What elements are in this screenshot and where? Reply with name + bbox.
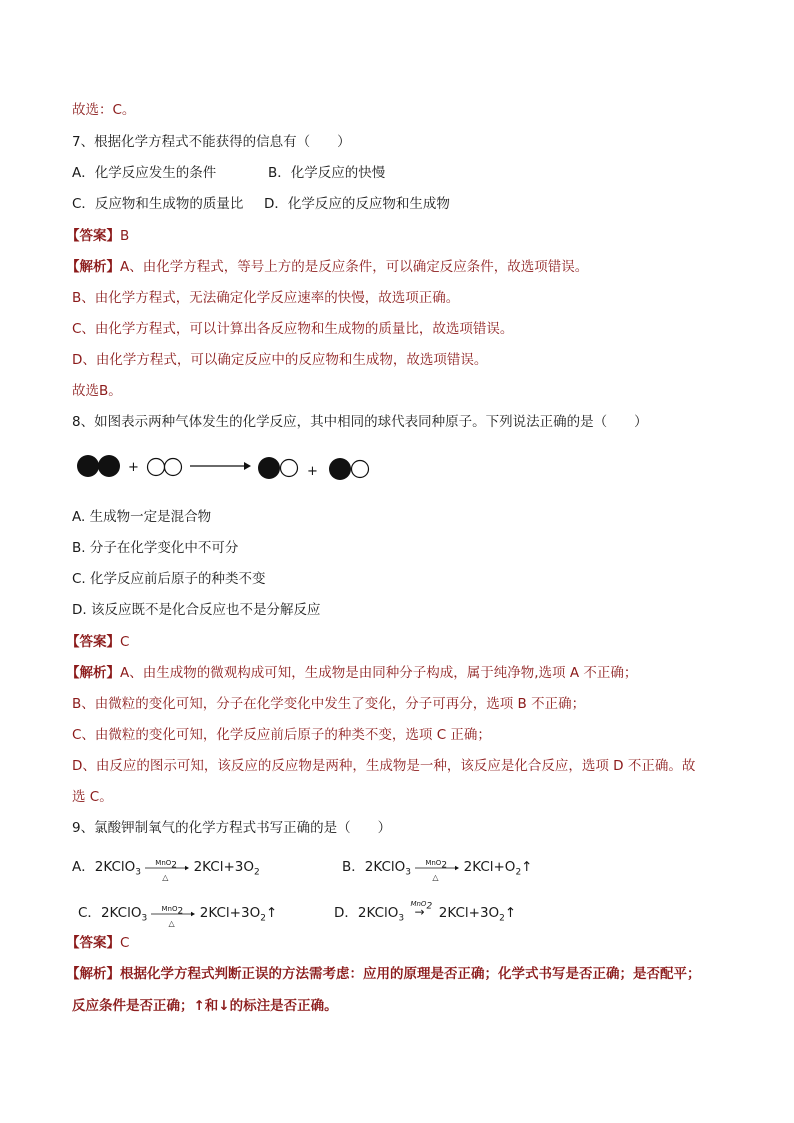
reactant-1-atom-b	[98, 455, 120, 477]
plus-sign-1: +	[128, 460, 139, 475]
q7-option-d: D．化学反应的反应物和生成物	[264, 196, 450, 212]
q7-analysis-3: C、由化学方程式，可以计算出各反应物和生成物的质量比，故选项错误。	[72, 321, 514, 337]
eq-arrow-a: MnO$_2$ △	[145, 860, 189, 874]
product-1-atom-big	[258, 457, 280, 479]
q8-option-d: D. 该反应既不是化合反应也不是分解反应	[72, 602, 321, 618]
question-9: 9、氯酸钾制氧气的化学方程式书写正确的是（ ）	[72, 820, 392, 836]
q9-option-c: C．2KClO$_3$ MnO$_2$ △ $2KCl+3O_2↑$	[78, 905, 278, 928]
previous-answer-line: 故选：C。	[72, 102, 136, 118]
product-1-atom-small	[281, 460, 298, 477]
q9-option-a: A．2KClO$_3$ MnO$_2$ △ $2KCl+3O_2$	[72, 859, 260, 882]
product-2-atom-small	[352, 461, 369, 478]
q8-analysis-4: D、由反应的图示可知，该反应的反应物是两种，生成物是一种，该反应是化合反应，选项 D 不正确。故	[72, 758, 696, 774]
q7-answer: 【答案】B	[66, 228, 130, 244]
q8-option-b: B. 分子在化学变化中不可分	[72, 540, 239, 556]
q8-option-c: C. 化学反应前后原子的种类不变	[72, 571, 266, 587]
eq-arrow-d: MnO$_2$ →	[410, 900, 433, 919]
reactant-2-atom-b	[165, 459, 182, 476]
question-8: 8、如图表示两种气体发生的化学反应，其中相同的球代表同种原子。下列说法正确的是（ ）	[72, 414, 648, 430]
q9-analysis-1: 【解析】根据化学方程式判断正误的方法需考虑：应用的原理是否正确；化学式书写是否正确；是否配平；	[66, 966, 701, 982]
q8-analysis-5: 选 C。	[72, 789, 113, 805]
reactant-1-atom-a	[77, 455, 99, 477]
reaction-diagram	[72, 452, 382, 486]
q9-option-b: B．2KClO$_3$ MnO$_2$ △ $2KCl+O_2↑$	[342, 859, 533, 882]
product-2-atom-big	[329, 458, 351, 480]
q7-analysis-2: B、由化学方程式，无法确定化学反应速率的快慢，故选项正确。	[72, 290, 460, 306]
q8-analysis-1: 【解析】A、由生成物的微观构成可知，生成物是由同种分子构成，属于纯净物,选项 A 不正确；	[66, 665, 638, 681]
q8-analysis-2: B、由微粒的变化可知，分子在化学变化中发生了变化，分子可再分，选项 B 不正确；	[72, 696, 586, 712]
q8-analysis-3: C、由微粒的变化可知，化学反应前后原子的种类不变，选项 C 正确；	[72, 727, 491, 743]
q7-option-c: C．反应物和生成物的质量比	[72, 196, 244, 212]
q9-analysis-2: 反应条件是否正确；↑和↓的标注是否正确。	[72, 998, 338, 1014]
reaction-arrow-head	[244, 462, 251, 470]
q7-analysis-1: 【解析】A、由化学方程式，等号上方的是反应条件，可以确定反应条件，故选项错误。	[66, 259, 589, 275]
eq-arrow-c: MnO$_2$ △	[151, 906, 195, 920]
q7-analysis-4: D、由化学方程式，可以确定反应中的反应物和生成物，故选项错误。	[72, 352, 488, 368]
q7-option-b: B．化学反应的快慢	[268, 165, 386, 181]
q8-answer: 【答案】C	[66, 634, 130, 650]
plus-sign-2: +	[307, 464, 318, 479]
reactant-2-atom-a	[148, 459, 165, 476]
question-7: 7、根据化学方程式不能获得的信息有（ ）	[72, 134, 351, 150]
q9-option-d: D．2KClO$_3$ MnO$_2$ → $2KCl+3O_2↑$	[334, 900, 517, 924]
eq-arrow-b: MnO$_2$ △	[415, 860, 459, 874]
q7-option-a: A．化学反应发生的条件	[72, 165, 217, 181]
q7-analysis-5: 故选B。	[72, 383, 122, 399]
q9-answer: 【答案】C	[66, 935, 130, 951]
q8-option-a: A. 生成物一定是混合物	[72, 509, 212, 525]
